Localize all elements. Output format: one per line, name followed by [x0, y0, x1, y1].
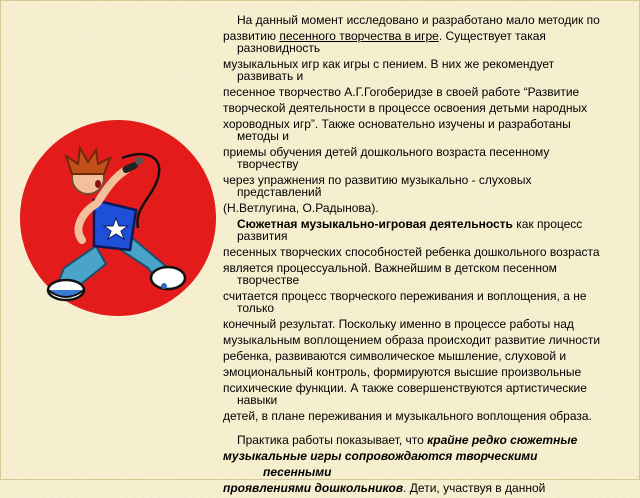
text-line-17	[223, 246, 633, 258]
text-line-1	[223, 14, 633, 26]
text-segment: музыкальным воплощением образа происходит развитие личности	[223, 333, 601, 347]
text-line-28	[223, 410, 633, 422]
text-line-13	[223, 186, 633, 198]
text-segment: психические функции. А также совершенствуются артистические	[223, 381, 587, 395]
text-segment: . Дети, участвуя в данной	[403, 481, 546, 495]
text-segment: через упражнения по развитию музыкально - слуховых	[223, 173, 532, 187]
bold-italic-phrase: крайне редко сюжетные	[427, 433, 578, 447]
text-line-31	[223, 466, 633, 478]
text-line-24	[223, 350, 633, 362]
text-segment: как процесс	[512, 217, 583, 231]
text-segment: песенное творчество А.Г.Гогоберидзе в своей работе “Развитие	[223, 85, 580, 99]
text-segment: развития	[237, 229, 288, 243]
text-line-32	[223, 482, 633, 494]
text-line-29	[223, 434, 633, 446]
text-segment: музыкальных игр как игры с пением. В них же рекомендует	[223, 57, 555, 71]
text-segment: развитию	[223, 29, 280, 43]
text-segment: развивать и	[237, 69, 304, 83]
text-line-16	[223, 230, 633, 242]
text-line-25	[223, 366, 633, 378]
text-line-22	[223, 318, 633, 330]
text-line-6	[223, 86, 633, 98]
text-line-30	[223, 450, 633, 462]
text-line-11	[223, 158, 633, 170]
text-segment: творческой деятельности в процессе освоения детьми народных	[223, 101, 588, 115]
text-segment: ребенка, развиваются символическое мышление, слуховой и	[223, 349, 567, 363]
singing-boy-illustration	[18, 118, 218, 318]
text-line-9	[223, 130, 633, 142]
text-segment: . Существует такая	[438, 29, 546, 43]
text-segment: эмоциональный контроль, формируются высшие произвольные	[223, 365, 582, 379]
text-segment: детей, в плане переживания и музыкального воплощения образа.	[223, 409, 592, 423]
text-segment: конечный результат. Поскольку именно в процессе работы над	[223, 317, 574, 331]
text-segment: навыки	[237, 393, 278, 407]
text-segment: методы и	[237, 129, 289, 143]
text-line-5	[223, 70, 633, 82]
text-segment: только	[237, 301, 275, 315]
text-line-21	[223, 302, 633, 314]
text-segment: Практика работы показывает, что	[237, 433, 428, 447]
text-line-27	[223, 394, 633, 406]
text-segment: песенных творческих способностей ребенка дошкольного возраста	[223, 245, 600, 259]
bold-phrase: Сюжетная музыкально-игровая деятельность	[237, 217, 513, 231]
text-line-19	[223, 274, 633, 286]
text-line-20	[223, 290, 633, 302]
text-segment: приемы обучения детей дошкольного возраста песенному	[223, 145, 550, 159]
text-segment: творчестве	[237, 273, 300, 287]
text-segment: (Н.Ветлугина, О.Радынова).	[223, 201, 379, 215]
bold-italic-phrase: музыкальные игры сопровождаются творческими	[223, 449, 538, 463]
singing-boy-icon	[18, 118, 218, 318]
text-segment: представлений	[237, 185, 322, 199]
text-line-26	[223, 382, 633, 394]
text-line-3	[223, 42, 633, 54]
text-segment: считается процесс творческого переживания и воплощения, а не	[223, 289, 587, 303]
bold-italic-phrase: песенными	[263, 465, 332, 479]
text-line-23	[223, 334, 633, 346]
text-segment: хороводных игр”. Также основательно изучены и разработаны	[223, 117, 571, 131]
text-segment: разновидность	[237, 41, 321, 55]
body-text	[223, 14, 633, 498]
text-line-7	[223, 102, 633, 114]
underlined-phrase: песенного творчества в игре	[279, 29, 439, 43]
text-segment: является процессуальной. Важнейшим в детском песенном	[223, 261, 557, 275]
bold-italic-phrase: проявлениями дошкольников	[223, 481, 404, 495]
text-segment: творчеству	[237, 157, 299, 171]
text-segment: На данный момент исследовано и разработано мало методик по	[237, 13, 600, 27]
text-line-14	[223, 202, 633, 214]
